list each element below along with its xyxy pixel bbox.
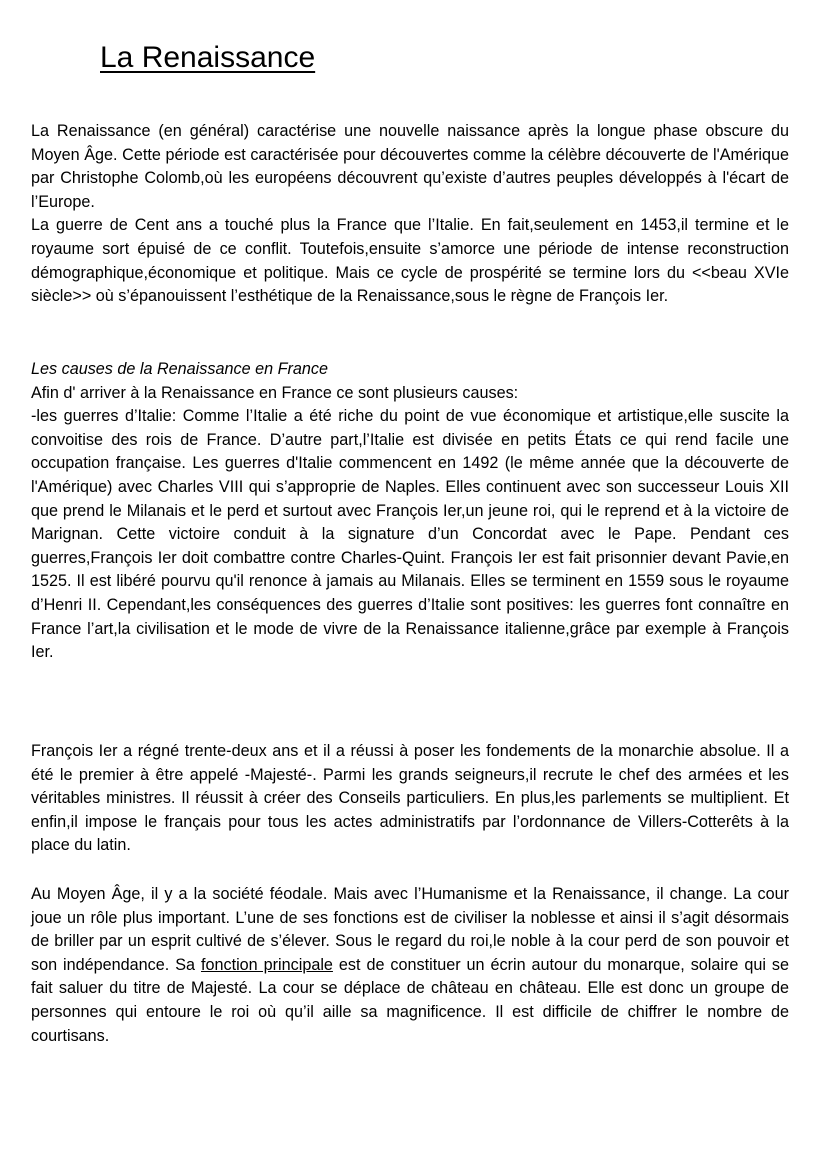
- cour-section: [31, 883, 789, 1048]
- causes-heading: Les causes de la Renaissance en France: [31, 360, 328, 378]
- causes-section: [31, 358, 789, 665]
- intro-paragraph-1: La Renaissance (en général) caractérise une nouvelle naissance après la longue phase obscure du Moyen Âge. Cette période est caractérisée pour découvertes comme la célèbre découverte de l'Amérique par Christophe Colomb,où les européens découvrent qu’existe d’autres peuples développés à l'écart de l’Europe.: [31, 122, 789, 211]
- intro-section: [31, 120, 789, 309]
- francois-section: [31, 740, 789, 858]
- causes-paragraph: -les guerres d’Italie: Comme l’Italie a été riche du point de vue économique et artistique,elle suscite la convoitise des rois de France. D’autre part,l’Italie est divisée en petits États ce qui rend facile une occupation française. Les guerres d'Italie commencent en 1492 (le même année que la découverte de l'Amérique) avec Charles VIII qui s’approprie de Naples. Elles continuent avec son successeur Louis XII que prend le Milanais et le perd et surtout avec François Ier,un jeune roi, qui le reprend et à la victoire de Marignan. Cette victoire conduit à la signature d’un Concordat avec le Pape. Pendant ces guerres,François Ier doit combattre contre Charles-Quint. François Ier est fait prisonnier devant Pavie,en 1525. Il est libéré pourvu qu'il renonce à jamais au Milanais. Elles se terminent en 1559 sous le royaume d’Henri II. Cependant,les conséquences des guerres d’Italie sont positives: les guerres font connaître en France l’art,la civilisation et le mode de vivre de la Renaissance italienne,grâce par exemple à François Ier.: [31, 407, 789, 662]
- intro-paragraph-2: La guerre de Cent ans a touché plus la France que l’Italie. En fait,seulement en 1453,il termine et le royaume sort épuisé de ce conflit. Toutefois,ensuite s’amorce une période de intense reconstruction démographique,économique et politique. Mais ce cycle de prospérité se termine lors du <<beau XVIe siècle>> où s’épanouissent l’esthétique de la Renaissance,sous le règne de François Ier.: [31, 216, 789, 306]
- cour-paragraph: [31, 883, 789, 1048]
- cour-text-before: Au Moyen Âge, il y a la société féodale. Mais avec l’Humanisme et la Renaissance, il change. La cour joue un rôle plus important. L’une de ses fonctions est de civiliser la noblesse et ainsi il s’agit désormais de briller par un esprit cultivé de s’élever. Sous le regard du roi,le noble à la cour perd de son pouvoir et son indépendance. Sa: [31, 885, 789, 974]
- cour-text-after: est de constituer un écrin autour du monarque, solaire qui se fait saluer du titre de Majesté. La cour se déplace de château en château. Elle est donc un groupe de personnes qui entoure le roi où qu’il aille sa magnificence. Il est difficile de chiffrer le nombre de courtisans.: [31, 955, 789, 1045]
- page-title: La Renaissance: [100, 41, 316, 74]
- cour-underlined-term: fonction principale: [200, 955, 333, 974]
- causes-intro: Afin d' arriver à la Renaissance en France ce sont plusieurs causes:: [31, 383, 519, 402]
- francois-paragraph: François Ier a régné trente-deux ans et il a réussi à poser les fondements de la monarchie absolue. Il a été le premier à être appelé -Majesté-. Parmi les grands seigneurs,il recrute le chef des armées et les véritables ministres. Il réussit à créer des Conseils particuliers. En plus,les parlements se multiplient. Et enfin,il impose le français pour tous les actes administratifs par l’ordonnance de Villers-Cotterêts à la place du latin.: [31, 742, 789, 855]
